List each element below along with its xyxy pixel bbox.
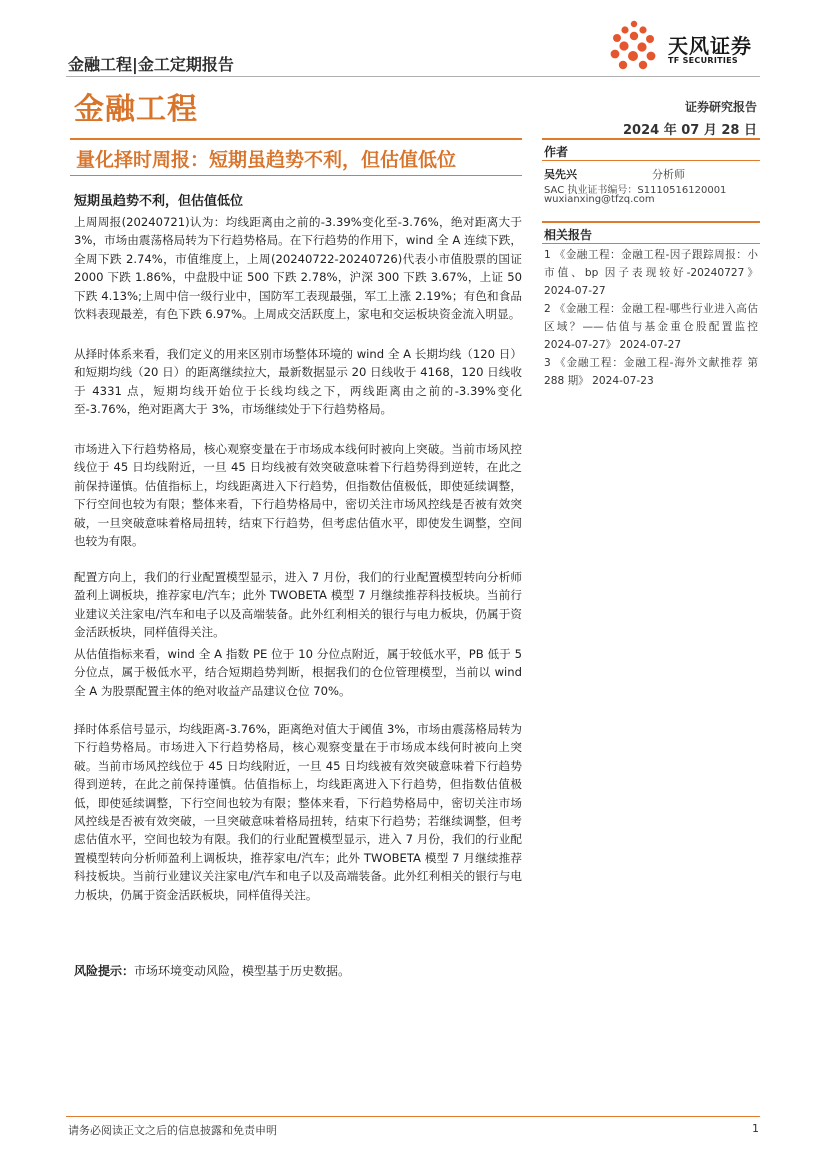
footer-divider — [66, 1116, 760, 1117]
logo-name-en: TF SECURITIES — [668, 56, 738, 65]
tf-securities-logo-icon — [606, 18, 666, 72]
main-title: 量化择时周报：短期虽趋势不利，但估值低位 — [76, 149, 457, 171]
page-number: 1 — [752, 1122, 759, 1135]
related-reports-heading: 相关报告 — [544, 228, 593, 242]
paragraph-text: 市场进入下行趋势格局，核心观察变量在于市场成本线何时被向上突破。当前市场风控线位于 45 日均线附近，一旦 45 日均线被有效突破意味着下行趋势得到逆转，在此之前保持谨慎。估值指标上，均线距离进入下行趋势，但指数估值极低，即使延续调整，下行空间也较为有限；整体来看，下行趋势格局中，密切关注市场风控线是否被有效突破，一旦突破意味着格局扭转，结束下行趋势，但考虑估值水平，即使发生调整，空间也较为有限。 — [74, 442, 522, 549]
report-type: 证券研究报告 — [684, 100, 757, 114]
title-rule-top — [70, 138, 522, 140]
author-email-link[interactable]: wuxianxing@tfzq.com — [544, 194, 655, 205]
author-role: 分析师 — [652, 168, 685, 181]
sidebar-rule-related — [542, 221, 760, 223]
risk-text: 市场环境变动风险，模型基于历史数据。 — [134, 964, 351, 978]
report-series: 金融工程|金工定期报告 — [68, 55, 234, 74]
footer-disclaimer: 请务必阅读正文之后的信息披露和免责申明 — [68, 1124, 277, 1137]
body-paragraph-5 — [74, 645, 522, 700]
logo-name-cn: 天风证券 — [668, 34, 752, 58]
body-paragraph-4 — [74, 568, 522, 642]
sidebar-rule-related-bottom — [542, 243, 760, 244]
author-heading: 作者 — [544, 145, 569, 159]
related-report-item[interactable]: 3 《金融工程：金融工程-海外文献推荐 第 288 期》 2024-07-23 — [544, 357, 758, 387]
report-category-title: 金融工程 — [74, 92, 198, 127]
title-rule-bottom — [70, 175, 522, 176]
sidebar-rule-top — [542, 138, 760, 140]
paragraph-text: 上周周报(20240721)认为：均线距离由之前的-3.39%变化至-3.76%，绝对距离大于 3%，市场由震荡格局转为下行趋势格局。在下行趋势的作用下，wind 全 A 连续下跌，全周下跌 2.74%，市值维度上，上周(20240722-20240726)代表小市值股票的国证 2000 下跌 1.86%，中盘股中证 500 下跌 2.78%，沪深 300 下跌 3.67%，上证 50 下跌 4.13%;上周中信一级行业中，国防军工表现最强，军工上涨 2.19%；有色和食品饮料表现最差，有色下跌 6.97%。上周成交活跃度上，家电和交运板块资金流入明显。 — [74, 215, 522, 322]
related-report-item[interactable]: 2 《金融工程：金融工程-哪些行业进入高估区域？——估值与基金重仓股配置监控 2024-07-27》 2024-07-27 — [544, 303, 758, 351]
body-paragraph-1 — [74, 213, 522, 323]
author-name: 吴先兴 — [544, 168, 577, 181]
risk-warning — [74, 962, 350, 979]
related-reports-list — [544, 246, 758, 390]
body-paragraph-3 — [74, 440, 522, 550]
related-report-item[interactable]: 1 《金融工程：金融工程-因子跟踪周报：小市值、bp 因子表现较好-20240727》 2024-07-27 — [544, 249, 758, 297]
body-paragraph-2 — [74, 345, 522, 419]
paragraph-text: 配置方向上，我们的行业配置模型显示，进入 7 月份，我们的行业配置模型转向分析师盈利上调板块，推荐家电/汽车；此外 TWOBETA 模型 7 月继续推荐科技板块。当前行业建议关注家电/汽车和电子以及高端装备。此外红利相关的银行与电力板块，仍属于资金活跃板块，同样值得关注。 — [74, 570, 522, 640]
author-sac-number: SAC 执业证书编号：S1110516120001 — [544, 185, 727, 196]
body-paragraph-6 — [74, 720, 522, 904]
paragraph-text: 从择时体系来看，我们定义的用来区别市场整体环境的 wind 全 A 长期均线（120 日）和短期均线（20 日）的距离继续拉大，最新数据显示 20 日线收于 4168，120 日线收于 4331 点，短期均线开始位于长线均线之下，两线距离由之前的-3.39%变化至-3.76%，绝对距离大于 3%，市场继续处于下行趋势格局。 — [74, 347, 522, 417]
header-divider — [66, 76, 760, 77]
report-date: 2024 年 07 月 28 日 — [623, 123, 757, 138]
risk-label: 风险提示： — [74, 964, 135, 978]
sidebar-rule-author — [542, 160, 760, 161]
paragraph-text: 择时体系信号显示，均线距离-3.76%，距离绝对值大于阈值 3%，市场由震荡格局转为下行趋势格局。市场进入下行趋势格局，核心观察变量在于市场成本线何时被向上突破。当前市场风控线位于 45 日均线附近，一旦 45 日均线被有效突破意味着下行趋势得到逆转，在此之前保持谨慎。估值指标上，均线距离进入下行趋势，但指数估值极低，即使延续调整，下行空间也较为有限；整体来看，下行趋势格局中，密切关注市场风控线是否被有效突破，一旦突破意味着格局扭转，结束下行趋势；若继续调整，但考虑估值水平，空间也较为有限。我们的行业配置模型显示，进入 7 月份，我们的行业配置模型转向分析师盈利上调板块，推荐家电/汽车；此外 TWOBETA 模型 7 月继续推荐科技板块。当前行业建议关注家电/汽车和电子以及高端装备。此外红利相关的银行与电力板块，仍属于资金活跃板块，同样值得关注。 — [74, 722, 522, 902]
paragraph-text: 从估值指标来看，wind 全 A 指数 PE 位于 10 分位点附近，属于较低水平，PB 低于 5 分位点，属于极低水平，结合短期趋势判断，根据我们的仓位管理模型，当前以 wind 全 A 为股票配置主体的绝对收益产品建议仓位 70%。 — [74, 647, 522, 698]
summary-heading: 短期虽趋势不利，但估值低位 — [74, 194, 244, 209]
